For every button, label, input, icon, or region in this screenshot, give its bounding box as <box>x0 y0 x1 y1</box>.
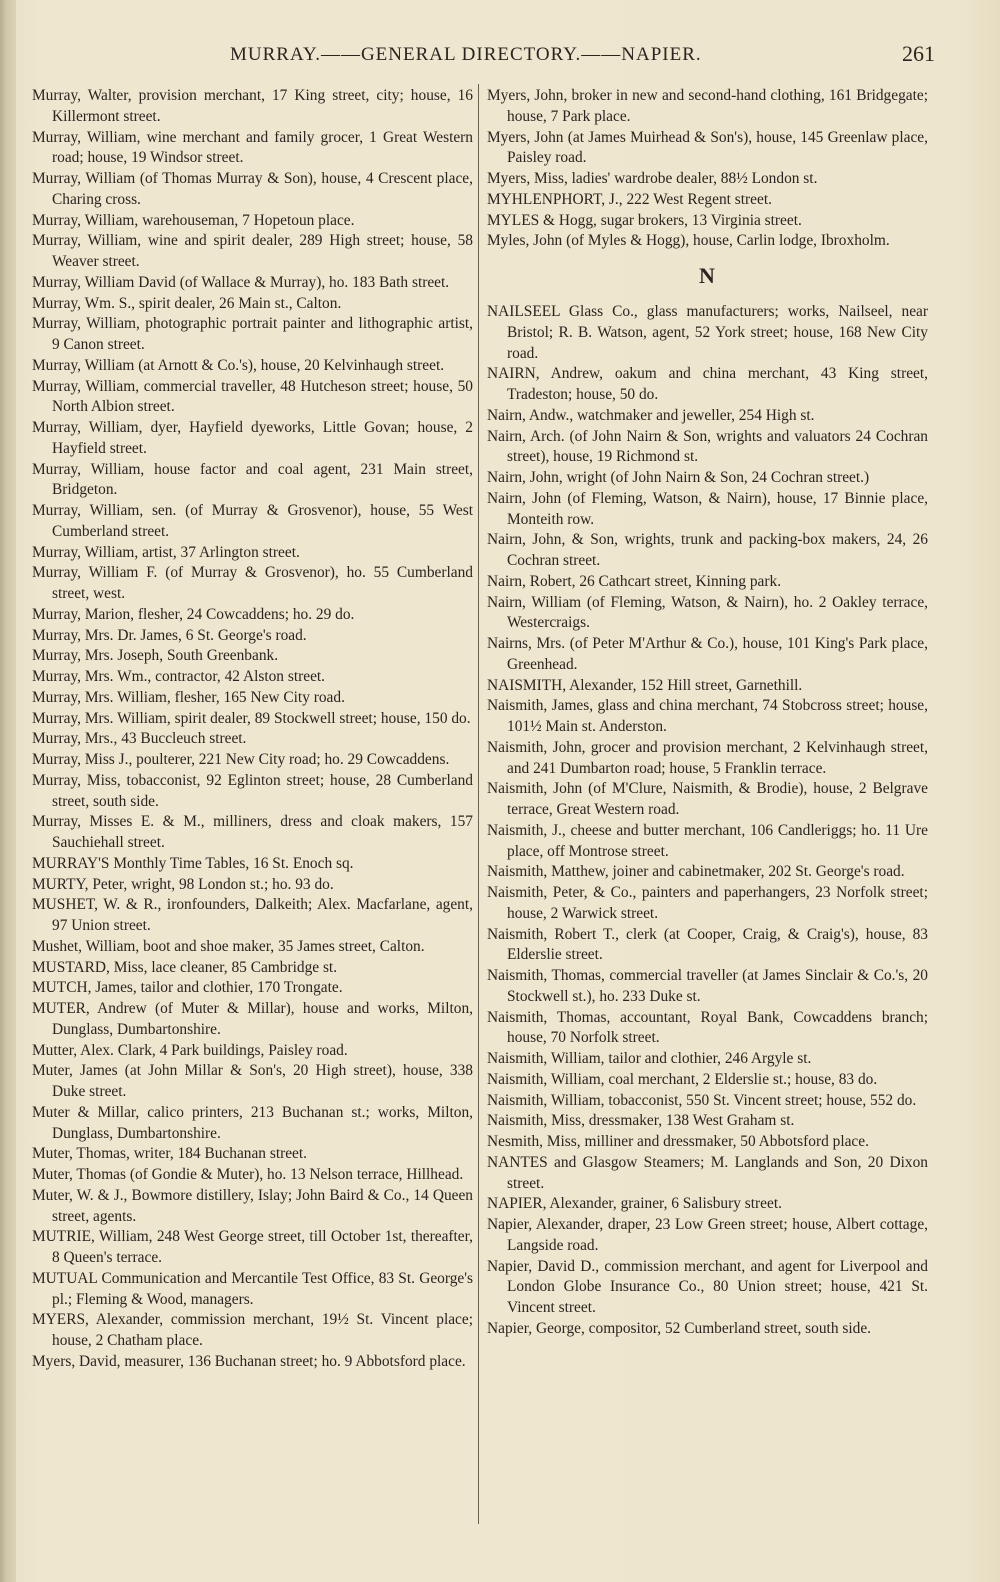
directory-entry: Nairn, John, wright (of John Nairn & Son, 24 Cochran street.) <box>487 469 870 486</box>
right-column-entries-n <box>487 302 928 1340</box>
directory-entry: Murray, Mrs. Dr. James, 6 St. George's road. <box>32 626 307 644</box>
directory-entry: Myers, Miss, ladies' wardrobe dealer, 88½ London st. <box>487 170 818 187</box>
directory-entry: MURRAY'S Monthly Time Tables, 16 St. Enoch sq. <box>32 854 354 872</box>
directory-entry: Nairn, Robert, 26 Cathcart street, Kinning park. <box>487 572 782 590</box>
directory-entry: Naismith, Matthew, joiner and cabinetmaker, 202 St. George's road. <box>487 863 905 881</box>
directory-entry: Nairn, Arch. (of John Nairn & Son, wrights and valuators 24 Cochran street), house, 19 Richmond st. <box>487 427 928 466</box>
directory-entry: Murray, Mrs. Joseph, South Greenbank. <box>32 647 279 665</box>
directory-entry: Murray, William F. (of Murray & Grosvenor), ho. 55 Cumberland street, west. <box>32 564 473 602</box>
header-title: MURRAY.——GENERAL DIRECTORY.——NAPIER. <box>230 44 702 65</box>
directory-entry: Muter, W. & J., Bowmore distillery, Islay; John Baird & Co., 14 Queen street, agents. <box>32 1186 473 1225</box>
directory-entry: Muter, James (at John Millar & Son's, 20 High street), house, 338 Duke street. <box>32 1062 473 1100</box>
column-divider <box>478 84 479 1524</box>
directory-entry: MURTY, Peter, wright, 98 London st.; ho. 93 do. <box>32 875 334 893</box>
directory-entry: Murray, Miss, tobacconist, 92 Eglinton street; house, 28 Cumberland street, south side. <box>32 771 473 810</box>
directory-entry: Muter & Millar, calico printers, 213 Buchanan st.; works, Milton, Dunglass, Dumbartonshire. <box>32 1103 473 1142</box>
directory-entry: Muter, Thomas, writer, 184 Buchanan street. <box>32 1145 308 1163</box>
directory-entry: MUTRIE, William, 248 West George street, till October 1st, thereafter, 8 Queen's terrace. <box>32 1228 473 1266</box>
directory-entry: Naismith, Peter, & Co., painters and paperhangers, 23 Norfolk street; house, 2 Warwick street. <box>487 884 928 922</box>
directory-entry: Murray, Mrs. William, flesher, 165 New City road. <box>32 688 345 706</box>
directory-entry: Nairn, William (of Fleming, Watson, & Nairn), ho. 2 Oakley terrace, Westercraigs. <box>487 593 928 632</box>
directory-entry: Mutter, Alex. Clark, 4 Park buildings, Paisley road. <box>32 1041 348 1059</box>
directory-entry: Myers, John, broker in new and second-hand clothing, 161 Bridgegate; house, 7 Park place. <box>487 87 928 125</box>
directory-entry: Murray, William, house factor and coal agent, 231 Main street, Bridgeton. <box>32 460 473 499</box>
directory-entry: Murray, William, commercial traveller, 48 Hutcheson street; house, 50 North Albion street. <box>32 377 473 416</box>
directory-entry: Napier, David D., commission merchant, and agent for Liverpool and London Globe Insurance Co., 80 Union street; house, 421 St. Vincent street. <box>487 1257 928 1316</box>
page-binding-edge <box>0 0 16 1582</box>
directory-entry: MYHLENPHORT, J., 222 West Regent street. <box>487 190 772 208</box>
directory-entry: MUSTARD, Miss, lace cleaner, 85 Cambridge st. <box>32 958 338 976</box>
directory-entry: MYERS, Alexander, commission merchant, 19½ St. Vincent place; house, 2 Chatham place. <box>32 1311 473 1349</box>
directory-entry: Murray, Mrs. William, spirit dealer, 89 Stockwell street; house, 150 do. <box>32 709 471 727</box>
directory-entry: Nairn, John (of Fleming, Watson, & Nairn), house, 17 Binnie place, Monteith row. <box>487 489 928 528</box>
directory-entry: Murray, William, artist, 37 Arlington street. <box>32 543 300 561</box>
right-column <box>487 86 928 1340</box>
directory-entry: Murray, William, dyer, Hayfield dyeworks, Little Govan; house, 2 Hayfield street. <box>32 419 473 457</box>
directory-entry: Naismith, Robert T., clerk (at Cooper, Craig, & Craig's), house, 83 Elderslie street. <box>487 925 928 964</box>
directory-entry: MUTUAL Communication and Mercantile Test Office, 83 St. George's pl.; Fleming & Wood, managers. <box>32 1269 473 1308</box>
directory-entry: Naismith, John (of M'Clure, Naismith, & Brodie), house, 2 Belgrave terrace, Great Western road. <box>487 780 928 818</box>
directory-entry: Myers, David, measurer, 136 Buchanan street; ho. 9 Abbotsford place. <box>32 1352 466 1370</box>
directory-entry: Murray, Mrs. Wm., contractor, 42 Alston street. <box>32 668 326 685</box>
directory-entry: NAIRN, Andrew, oakum and china merchant, 43 King street, Tradeston; house, 50 do. <box>487 365 928 403</box>
directory-entry: Murray, William (of Thomas Murray & Son), house, 4 Crescent place, Charing cross. <box>32 170 473 208</box>
directory-entry: Murray, Wm. S., spirit dealer, 26 Main st., Calton. <box>32 294 342 312</box>
directory-entry: Murray, Miss J., poulterer, 221 New City road; ho. 29 Cowcaddens. <box>32 751 450 768</box>
directory-entry: Naismith, Thomas, commercial traveller (at James Sinclair & Co.'s, 20 Stockwell st.), ho. 233 Duke st. <box>487 967 928 1005</box>
directory-entry: Naismith, James, glass and china merchant, 74 Stobcross street; house, 101½ Main st. Anderston. <box>487 697 928 735</box>
directory-entry: Naismith, William, tailor and clothier, 246 Argyle st. <box>487 1050 812 1067</box>
page-number: 261 <box>902 41 935 66</box>
directory-entry: NAISMITH, Alexander, 152 Hill street, Garnethill. <box>487 676 803 694</box>
directory-entry: Naismith, William, tobacconist, 550 St. Vincent street; house, 552 do. <box>487 1091 917 1109</box>
directory-entry: Nairn, John, & Son, wrights, trunk and packing-box makers, 24, 26 Cochran street. <box>487 531 928 569</box>
directory-entry: NAILSEEL Glass Co., glass manufacturers; works, Nailseel, near Bristol; R. B. Watson, agent, 52 York street; house, 168 New City road. <box>487 303 928 362</box>
directory-entry: Murray, Walter, provision merchant, 17 King street, city; house, 16 Killermont street. <box>32 87 473 125</box>
directory-entry: Murray, William, wine and spirit dealer, 289 High street; house, 58 Weaver street. <box>32 232 473 270</box>
directory-entry: Naismith, Miss, dressmaker, 138 West Graham st. <box>487 1112 795 1130</box>
directory-entry: Naismith, William, coal merchant, 2 Elderslie st.; house, 83 do. <box>487 1070 878 1088</box>
directory-entry: Naismith, John, grocer and provision merchant, 2 Kelvinhaugh street, and 241 Dumbarton road; house, 5 Franklin terrace. <box>487 738 928 777</box>
directory-entry: Napier, Alexander, draper, 23 Low Green street; house, Albert cottage, Langside road. <box>487 1216 928 1254</box>
directory-entry: Nesmith, Miss, milliner and dressmaker, 50 Abbotsford place. <box>487 1133 869 1150</box>
directory-entry: Naismith, Thomas, accountant, Royal Bank, Cowcaddens branch; house, 70 Norfolk street. <box>487 1008 928 1047</box>
section-letter-heading: N <box>699 263 716 288</box>
directory-entry: Murray, William, sen. (of Murray & Grosvenor), house, 55 West Cumberland street. <box>32 502 473 540</box>
directory-entry: Napier, George, compositor, 52 Cumberland street, south side. <box>487 1319 872 1337</box>
directory-entry: Myers, John (at James Muirhead & Son's), house, 145 Greenlaw place, Paisley road. <box>487 128 928 167</box>
directory-entry: Murray, William David (of Wallace & Murray), ho. 183 Bath street. <box>32 273 450 291</box>
directory-entry: Myles, John (of Myles & Hogg), house, Carlin lodge, Ibroxholm. <box>487 232 890 250</box>
right-column-entries-m <box>487 86 928 252</box>
directory-entry: Murray, Mrs., 43 Buccleuch street. <box>32 730 247 748</box>
directory-entry: MYLES & Hogg, sugar brokers, 13 Virginia street. <box>487 211 802 229</box>
directory-entry: Mushet, William, boot and shoe maker, 35 James street, Calton. <box>32 937 425 955</box>
directory-entry: Murray, William, warehouseman, 7 Hopetoun place. <box>32 211 355 229</box>
directory-entry: NANTES and Glasgow Steamers; M. Langlands and Son, 20 Dixon street. <box>487 1153 928 1192</box>
directory-entry: Muter, Thomas (of Gondie & Muter), ho. 13 Nelson terrace, Hillhead. <box>32 1166 464 1183</box>
directory-entry: Murray, William, photographic portrait painter and lithographic artist, 9 Canon street. <box>32 315 473 353</box>
running-header <box>230 41 935 70</box>
directory-entry: Nairn, Andw., watchmaker and jeweller, 254 High st. <box>487 406 815 424</box>
directory-entry: NAPIER, Alexander, grainer, 6 Salisbury street. <box>487 1195 782 1213</box>
directory-entry: Murray, Marion, flesher, 24 Cowcaddens; ho. 29 do. <box>32 605 355 623</box>
directory-entry: MUTCH, James, tailor and clothier, 170 Trongate. <box>32 979 343 997</box>
directory-entry: MUSHET, W. & R., ironfounders, Dalkeith; Alex. Macfarlane, agent, 97 Union street. <box>32 896 473 934</box>
directory-entry: Murray, William (at Arnott & Co.'s), house, 20 Kelvinhaugh street. <box>32 356 445 374</box>
directory-entry: MUTER, Andrew (of Muter & Millar), house and works, Milton, Dunglass, Dumbartonshire. <box>32 1000 473 1038</box>
directory-entry: Naismith, J., cheese and butter merchant, 106 Candleriggs; ho. 11 Ure place, off Montrose street. <box>487 821 928 860</box>
directory-entry: Nairns, Mrs. (of Peter M'Arthur & Co.), house, 101 King's Park place, Greenhead. <box>487 635 928 673</box>
directory-entry: Murray, William, wine merchant and family grocer, 1 Great Western road; house, 19 Windsor street. <box>32 128 473 167</box>
directory-entry: Murray, Misses E. & M., milliners, dress and cloak makers, 157 Sauchiehall street. <box>32 813 473 851</box>
left-column <box>32 86 473 1373</box>
